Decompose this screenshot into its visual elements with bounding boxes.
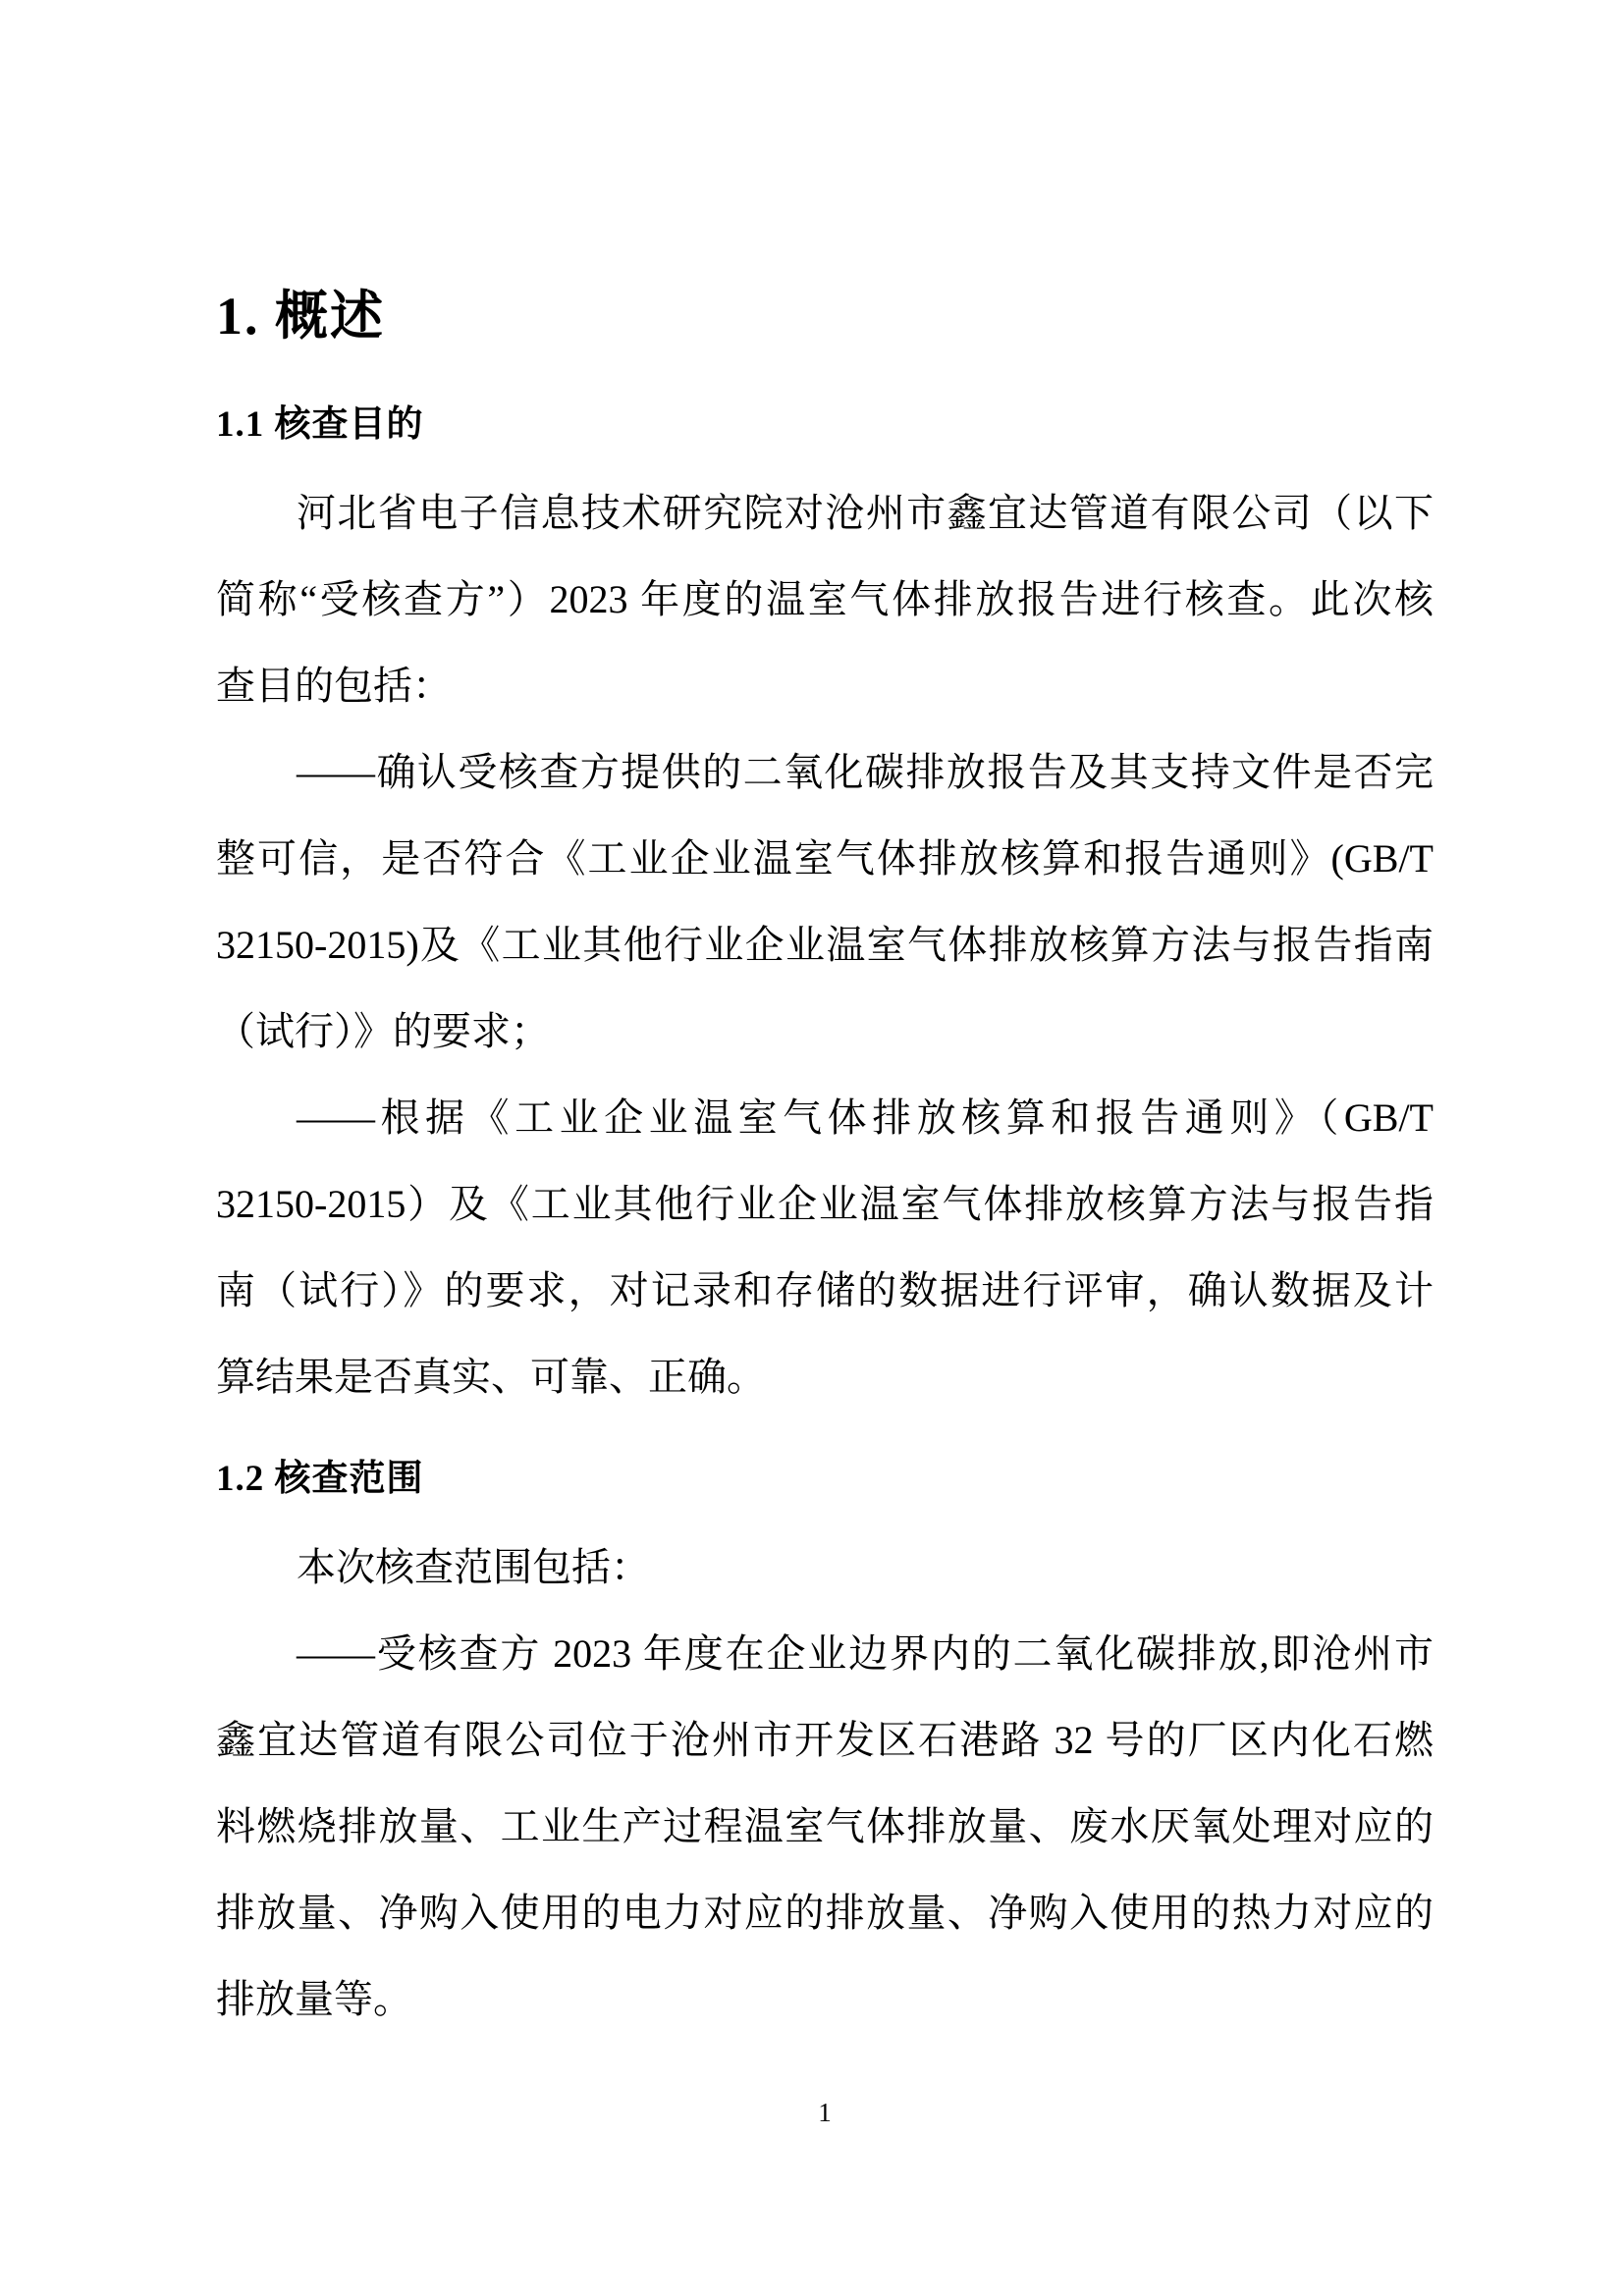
body-line: 整可信，是否符合《工业企业温室气体排放核算和报告通则》(GB/T xyxy=(216,836,1434,881)
body-line: 南（试行）》的要求，对记录和存储的数据进行评审，确认数据及计 xyxy=(216,1268,1434,1312)
body-line: 料燃烧排放量、工业生产过程温室气体排放量、废水厌氧处理对应的 xyxy=(216,1804,1434,1848)
body-line: 查目的包括： xyxy=(216,664,452,708)
body-line: 排放量、净购入使用的电力对应的排放量、净购入使用的热力对应的 xyxy=(216,1891,1434,1935)
body-line: （试行）》的要求； xyxy=(216,1009,550,1053)
section-heading-verification-scope: 1.2 核查范围 xyxy=(216,1459,424,1499)
body-line: ——确认受核查方提供的二氧化碳排放报告及其支持文件是否完 xyxy=(297,750,1434,794)
body-line: 简称“受核查方”）2023 年度的温室气体排放报告进行核查。此次核 xyxy=(216,577,1434,621)
section-body-verification-scope xyxy=(216,1524,1434,2043)
section-body-verification-purpose xyxy=(216,470,1434,1420)
body-line: 本次核查范围包括： xyxy=(297,1545,650,1589)
body-line: 算结果是否真实、可靠、正确。 xyxy=(216,1355,766,1399)
page-number: 1 xyxy=(818,2098,832,2127)
section-heading-verification-purpose: 1.1 核查目的 xyxy=(216,404,424,445)
chapter-title: 1. 概述 xyxy=(216,287,385,346)
body-line: 河北省电子信息技术研究院对沧州市鑫宜达管道有限公司（以下 xyxy=(297,491,1434,535)
body-line: ——根据《工业企业温室气体排放核算和报告通则》（GB/T xyxy=(297,1095,1434,1140)
body-line: ——受核查方 2023 年度在企业边界内的二氧化碳排放,即沧州市 xyxy=(297,1631,1434,1676)
body-line: 排放量等。 xyxy=(216,1977,412,2021)
body-line: 32150-2015)及《工业其他行业企业温室气体排放核算方法与报告指南 xyxy=(216,923,1434,967)
body-line: 32150-2015）及《工业其他行业企业温室气体排放核算方法与报告指 xyxy=(216,1182,1434,1226)
body-line: 鑫宜达管道有限公司位于沧州市开发区石港路 32 号的厂区内化石燃 xyxy=(216,1718,1434,1762)
